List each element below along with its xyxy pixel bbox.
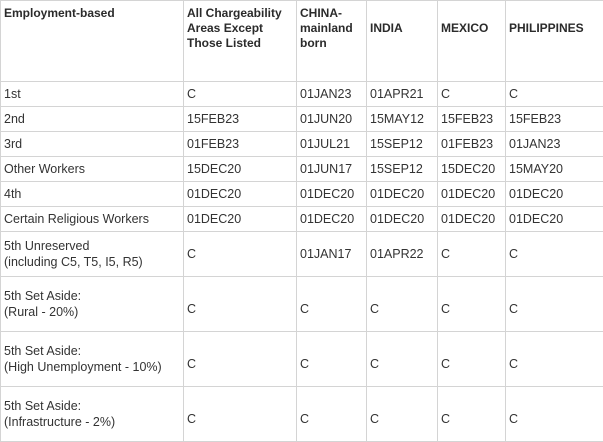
table-row: [1, 182, 603, 207]
date-cell: 01DEC20: [506, 182, 603, 207]
date-cell: 01JUL21: [297, 132, 367, 157]
table-row: [1, 277, 603, 332]
column-header: PHILIPPINES: [506, 1, 603, 82]
table-row: [1, 157, 603, 182]
category-cell: 4th: [1, 182, 184, 207]
date-cell: 15MAY20: [506, 157, 603, 182]
date-cell: C: [438, 232, 506, 277]
table-row: [1, 82, 603, 107]
date-cell: C: [367, 387, 438, 442]
date-cell: 15DEC20: [438, 157, 506, 182]
date-cell: C: [367, 332, 438, 387]
date-cell: 01DEC20: [506, 207, 603, 232]
date-cell: C: [506, 82, 603, 107]
category-cell: 5th Set Aside: (Infrastructure - 2%): [1, 387, 184, 442]
category-cell: 5th Set Aside: (High Unemployment - 10%): [1, 332, 184, 387]
date-cell: 01JUN20: [297, 107, 367, 132]
category-cell: Other Workers: [1, 157, 184, 182]
date-cell: C: [184, 82, 297, 107]
date-cell: C: [184, 387, 297, 442]
date-cell: C: [506, 232, 603, 277]
date-cell: 15FEB23: [506, 107, 603, 132]
column-header: CHINA-mainland born: [297, 1, 367, 82]
table-row: [1, 207, 603, 232]
date-cell: 01DEC20: [438, 182, 506, 207]
column-header: All Chargeability Areas Except Those Listed: [184, 1, 297, 82]
date-cell: 01JAN23: [506, 132, 603, 157]
date-cell: 01DEC20: [367, 182, 438, 207]
date-cell: C: [438, 387, 506, 442]
category-cell: 5th Unreserved (including C5, T5, I5, R5): [1, 232, 184, 277]
date-cell: 01JUN17: [297, 157, 367, 182]
date-cell: 15MAY12: [367, 107, 438, 132]
category-cell: 1st: [1, 82, 184, 107]
table-row: [1, 107, 603, 132]
date-cell: 01DEC20: [297, 182, 367, 207]
date-cell: C: [184, 332, 297, 387]
category-cell: 3rd: [1, 132, 184, 157]
date-cell: 15FEB23: [184, 107, 297, 132]
date-cell: C: [367, 277, 438, 332]
date-cell: C: [297, 332, 367, 387]
date-cell: C: [506, 332, 603, 387]
date-cell: C: [438, 82, 506, 107]
category-cell: 5th Set Aside: (Rural - 20%): [1, 277, 184, 332]
date-cell: 01JAN23: [297, 82, 367, 107]
table-row: [1, 332, 603, 387]
date-cell: 01FEB23: [438, 132, 506, 157]
table-header-row: [1, 1, 603, 82]
column-header: INDIA: [367, 1, 438, 82]
date-cell: C: [297, 277, 367, 332]
date-cell: 15SEP12: [367, 157, 438, 182]
table-row: [1, 232, 603, 277]
date-cell: C: [184, 277, 297, 332]
date-cell: 01APR21: [367, 82, 438, 107]
date-cell: 01FEB23: [184, 132, 297, 157]
date-cell: 01DEC20: [184, 182, 297, 207]
date-cell: 01APR22: [367, 232, 438, 277]
date-cell: 01DEC20: [184, 207, 297, 232]
date-cell: 01DEC20: [367, 207, 438, 232]
date-cell: C: [184, 232, 297, 277]
date-cell: C: [506, 387, 603, 442]
table-row: [1, 387, 603, 442]
date-cell: 15DEC20: [184, 157, 297, 182]
column-header: MEXICO: [438, 1, 506, 82]
date-cell: 01DEC20: [438, 207, 506, 232]
table-row: [1, 132, 603, 157]
date-cell: C: [297, 387, 367, 442]
date-cell: C: [506, 277, 603, 332]
category-cell: Certain Religious Workers: [1, 207, 184, 232]
date-cell: 01DEC20: [297, 207, 367, 232]
date-cell: 15FEB23: [438, 107, 506, 132]
date-cell: C: [438, 332, 506, 387]
date-cell: C: [438, 277, 506, 332]
date-cell: 01JAN17: [297, 232, 367, 277]
column-header: Employment-based: [1, 1, 184, 82]
date-cell: 15SEP12: [367, 132, 438, 157]
category-cell: 2nd: [1, 107, 184, 132]
